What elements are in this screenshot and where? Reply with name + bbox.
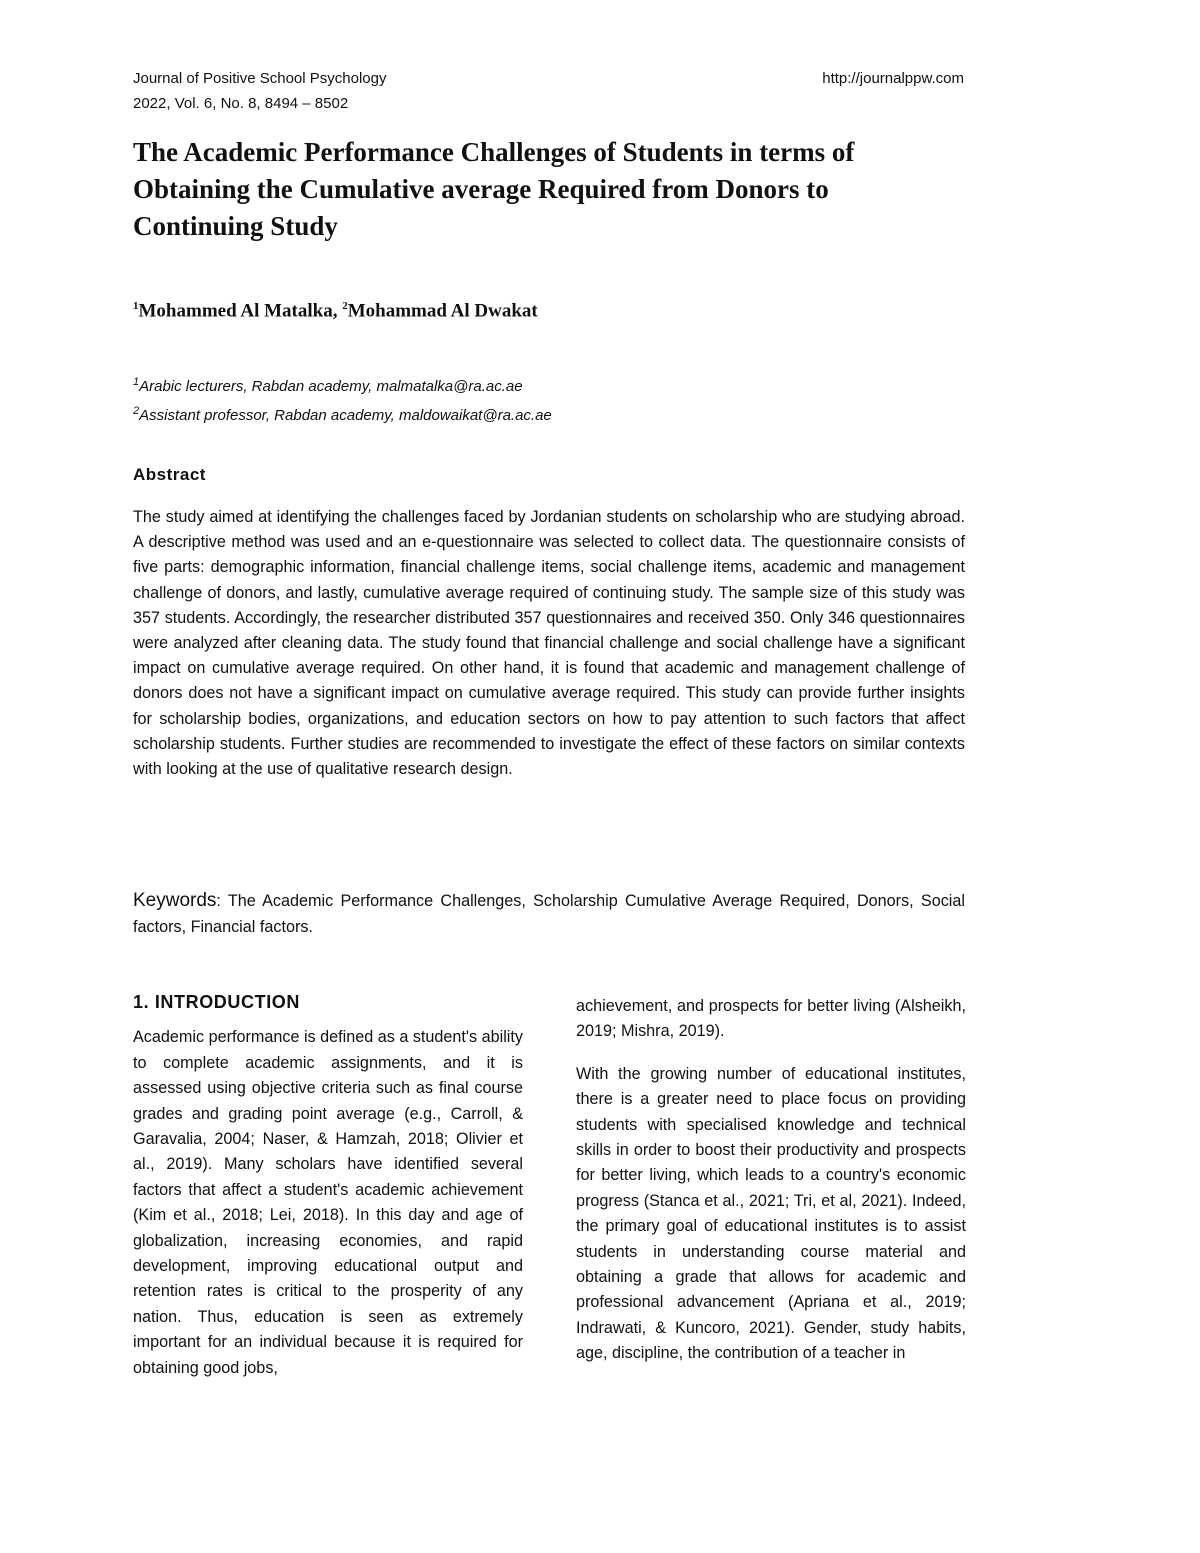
- affiliation-2-sup: 2: [133, 405, 140, 417]
- affiliation-1: [133, 370, 552, 399]
- author-list: [133, 300, 538, 322]
- affiliations: [133, 370, 552, 428]
- paper-title: The Academic Performance Challenges of Students in terms of Obtaining the Cumulative average Required from Donors to Continuing Study: [133, 137, 855, 241]
- affiliation-1-text: Arabic lecturers, Rabdan academy, malmatalka@ra.ac.ae: [139, 378, 523, 395]
- affiliation-2: [133, 399, 552, 428]
- running-header: [133, 66, 964, 116]
- journal-url[interactable]: http://journalppw.com: [822, 70, 964, 87]
- author2-name: Mohammad Al Dwakat: [347, 300, 538, 322]
- introduction-paragraph-1: Academic performance is defined as a student's ability to complete academic assignments, and it is assessed using objective criteria such as final course grades and grading point average (e.g., Carroll, & Garavalia, 2004; Naser, & Hamzah, 2018; Olivier et al., 2019). Many scholars have identified several factors that affect a student's academic achievement (Kim et al., 2018; Lei, 2018). In this day and age of globalization, increasing economies, and rapid development, improving educational output and retention rates is critical to the prosperity of any nation. Thus, education is seen as extremely important for an individual because it is required for obtaining good jobs,: [133, 1028, 523, 1377]
- journal-name: Journal of Positive School Psychology: [133, 70, 387, 87]
- keywords-text: : The Academic Performance Challenges, Scholarship Cumulative Average Required, Donors, Social factors, Financial factors.: [133, 892, 965, 936]
- author2-sup: 2: [342, 300, 348, 312]
- abstract-body: The study aimed at identifying the challenges faced by Jordanian students on scholarship who are studying abroad. A descriptive method was used and an e-questionnaire was selected to collect data. The questionnaire consists of five parts: demographic information, financial challenge items, social challenge items, academic and management challenge of donors, and lastly, cumulative average required of continuing study. The sample size of this study was 357 students. Accordingly, the researcher distributed 357 questionnaires and received 350. Only 346 questionnaires were analyzed after cleaning data. The study found that financial challenge and social challenge have a significant impact on cumulative average required. On other hand, it is found that academic and management challenge of donors does not have a significant impact on cumulative average required. This study can provide further insights for scholarship bodies, organizations, and education sectors on how to pay attention to such factors that affect scholarship students. Further studies are recommended to investigate the effect of these factors on similar contexts with looking at the use of qualitative research design.: [133, 508, 965, 779]
- column-right: [576, 994, 966, 1367]
- introduction-paragraph-3: With the growing number of educational institutes, there is a greater need to place focus on providing students with specialised knowledge and technical skills in order to boost their productivity and prospects for better living, which leads to a country's economic progress (Stanca et al., 2021; Tri, et al, 2021). Indeed, the primary goal of educational institutes is to assist students in understanding course material and obtaining a grade that allows for academic and professional advancement (Apriana et al., 2019; Indrawati, & Kuncoro, 2021). Gender, study habits, age, discipline, the contribution of a teacher in: [576, 1064, 966, 1363]
- affiliation-2-text: Assistant professor, Rabdan academy, maldowaikat@ra.ac.ae: [139, 407, 552, 424]
- keywords-section: [133, 888, 965, 940]
- abstract-heading: Abstract: [133, 465, 206, 484]
- introduction-heading: 1. INTRODUCTION: [133, 992, 301, 1012]
- author1-sup: 1: [133, 300, 139, 312]
- introduction-paragraph-2: achievement, and prospects for better living (Alsheikh, 2019; Mishra, 2019).: [576, 997, 966, 1041]
- author1-name: Mohammed Al Matalka,: [138, 300, 343, 322]
- journal-volume: 2022, Vol. 6, No. 8, 8494 – 8502: [133, 95, 349, 112]
- keywords-label: Keywords: [133, 890, 217, 911]
- affiliation-1-sup: 1: [133, 376, 140, 388]
- column-left: [133, 990, 523, 1381]
